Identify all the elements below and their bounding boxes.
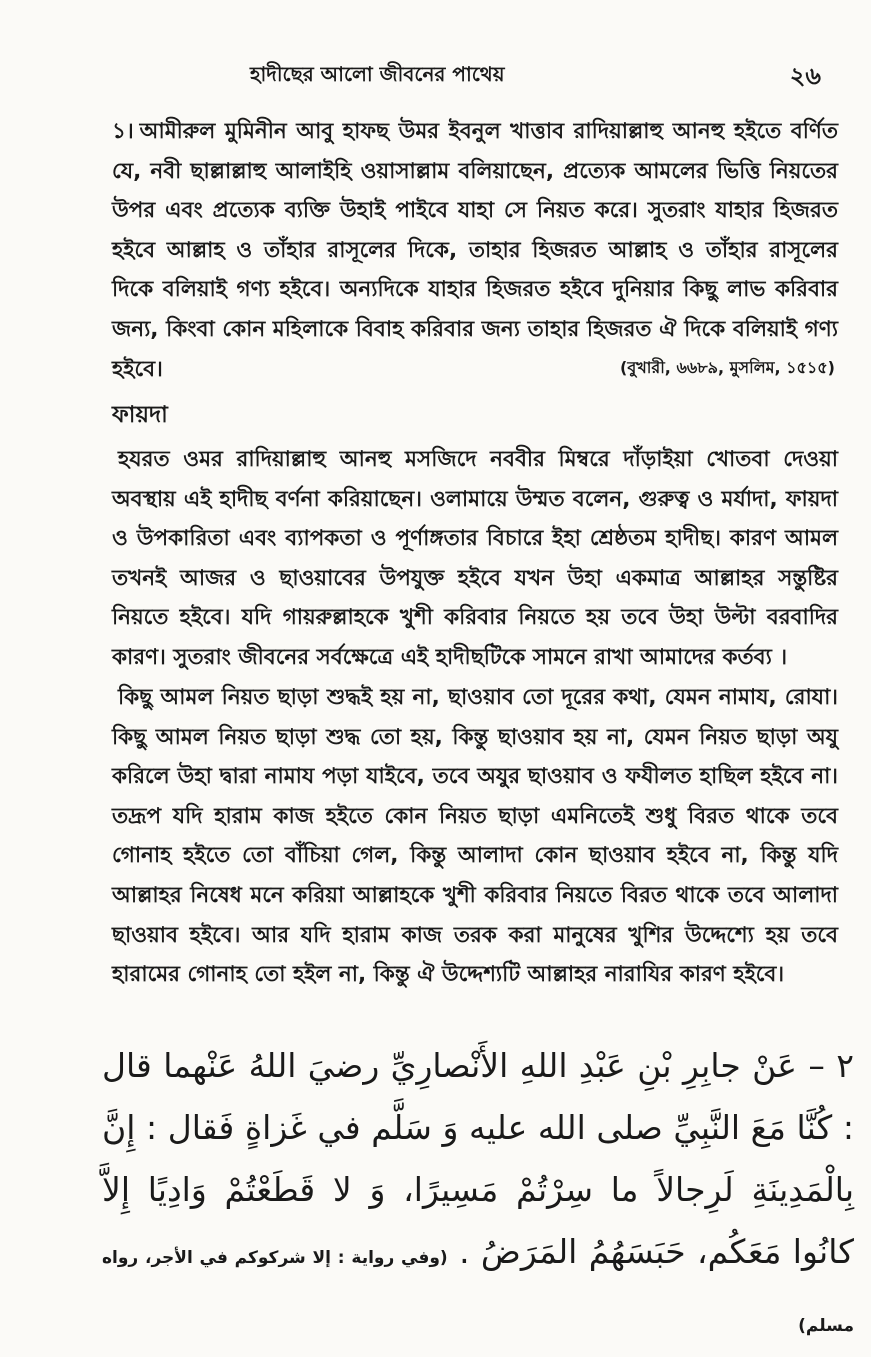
hadith-number: ১। — [112, 119, 134, 144]
hadith-1-bengali — [112, 112, 838, 389]
faida-paragraph-2: কিছু আমল নিয়ত ছাড়া শুদ্ধই হয় না, ছাওয়াব তো দূরের কথা, যেমন নামায, রোযা। কিছু আমল নিয়ত ছাড়া শুদ্ধ তো হয়, কিন্তু ছাওয়াব হয় না, যেমন নিয়ত ছাড়া অযু করিলে উহা দ্বারা নামায পড়া যাইবে, তবে অযুর ছাওয়াব ও ফযীলত হাছিল হইবে না। তদ্রূপ যদি হারাম কাজ হইতে কোন নিয়ত ছাড়া এমনিতেই শুধু বিরত থাকে তবে গোনাহ হইতে তো বাঁচিয়া গেল, কিন্তু আলাদা কোন ছাওয়াব হইবে না, কিন্তু যদি আল্লাহর নিষেধ মনে করিয়া আল্লাহকে খুশী করিবার নিয়তে বিরত থাকে তবে আলাদা ছাওয়াব হইবে। আর যদি হারাম কাজ তরক করা মানুষের খুশির উদ্দেশ্যে হয় তবে হারামের গোনাহ তো হইল না, কিন্তু ঐ উদ্দেশ্যটি আল্লাহর নারাযির কারণ হইবে। — [112, 685, 838, 988]
book-title: হাদীছের আলো জীবনের পাথেয় — [250, 62, 505, 86]
running-head — [0, 58, 871, 94]
page-number: ২৬ — [789, 62, 821, 90]
hadith-source-reference: (বুখারী, ৬৬৮৯, মুসলিম, ১৫১৫) — [620, 358, 835, 377]
arabic-narration-note: (وفي رواية : إلا شركوكم في الأجر، رواه مسلم) — [102, 1248, 854, 1336]
section-heading-faida: ফায়দা — [112, 402, 168, 428]
faida-paragraph-1: হযরত ওমর রাদিয়াল্লাহু আনহু মসজিদে নববীর মিম্বরে দাঁড়াইয়া খোতবা দেওয়া অবস্থায় এই হাদীছ বর্ণনা করিয়াছেন। ওলামায়ে উম্মত বলেন, গুরুত্ব ও মর্যাদা, ফায়দা ও উপকারিতা এবং ব্যাপকতা ও পূর্ণাঙ্গতার বিচারে ইহা শ্রেষ্ঠতম হাদীছ। কারণ আমল তখনই আজর ও ছাওয়াবের উপযুক্ত হইবে যখন উহা একমাত্র আল্লাহর সন্তুষ্টির নিয়তে হইবে। যদি গায়রুল্লাহকে খুশী করিবার নিয়তে হয় তবে উহা উল্টা বরবাদির কারণ। সুতরাং জীবনের সর্বক্ষেত্রে এই হাদীছটিকে সামনে রাখা আমাদের কর্তব্য । — [112, 447, 838, 670]
arabic-hadith-text: ٢ – عَنْ جابِرِ بْنِ عَبْدِ اللهِ الأَنْصارِيِّ رضيَ اللهُ عَنْهما قال : كُنَّا مَعَ النَّبِيِّ صلى الله عليه وَ سَلَّم في غَزاةٍ فَقال : إِنَّ بِالْمَدِينَةِ لَرِجالاً ما سِرْتُمْ مَسِيرًا، وَ لا قَطَعْتُمْ وَادِيًا إِلاَّ كانُوا مَعَكُم، حَبَسَهُمُ المَرَضُ . — [102, 1046, 854, 1271]
hadith-2-arabic — [102, 1035, 854, 1357]
hadith-text: আমীরুল মুমিনীন আবু হাফছ উমর ইবনুল খাত্তাব রাদিয়াল্লাহু আনহু হইতে বর্ণিত যে, নবী ছাল্লাল্লাহু আলাইহি ওয়াসাল্লাম বলিয়াছেন, প্রত্যেক আমলের ভিত্তি নিয়তের উপর এবং প্রত্যেক ব্যক্তি উহাই পাইবে যাহা সে নিয়ত করে। সুতরাং যাহার হিজরত হইবে আল্লাহ ও তাঁহার রাসূলের দিকে, তাহার হিজরত আল্লাহ ও তাঁহার রাসূলের দিকে বলিয়াই গণ্য হইবে। অন্যদিকে যাহার হিজরত হইবে দুনিয়ার কিছু লাভ করিবার জন্য, কিংবা কোন মহিলাকে বিবাহ করিবার জন্য তাহার হিজরত ঐ দিকে বলিয়াই গণ্য হইবে। — [112, 119, 838, 382]
